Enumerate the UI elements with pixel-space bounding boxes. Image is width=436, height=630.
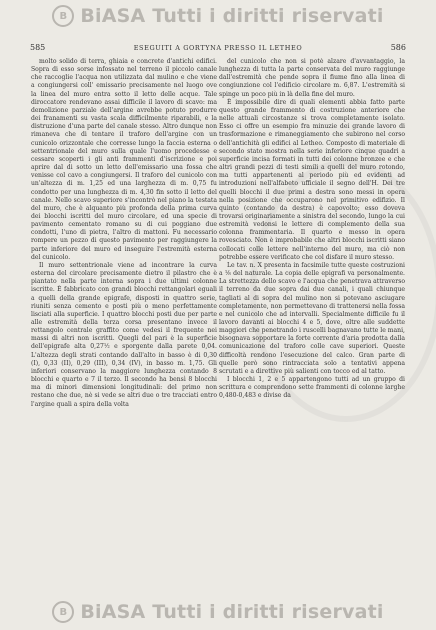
paragraph: Le tav. n. X presenta in facsimile tutte queste costruzioni a ⅛ del naturale. La copia delle epigrafi va personalmente. La strettezza dello scavo e l'acqua che penetrava attraverso il terreno da due sopra dai due canali, i quali chiunque tagliati al di sopra del mulino non si potevano asciugare completamente, non permettevano di trattenersi nella fossa e nel cunicolo che ad intervalli. Specialmente difficile fu il lavoro davanti ai blocchi 4 e 5, dove, oltre alle suddette maggiori che penetrando i ruscelli bagnavano tutte le mani, bisognava sopportare la forte corrente d'aria prodotta dalla comunicazione del traforo colle cave superiori. Queste difficoltà rendono l'esecuzione del calco. Gran parte di quelle però sono rintracciata solo a tentativi appena scrutati e a direttive più salienti con tocco ed al tatto.	[219, 261, 405, 375]
paragraph: del cunicolo che non si potè alzare d'avvantaggio, la lunghezza di tutta la parte conservata del muro raggiunge dall'estremità che pende sopra il fiume fino alla linea di congiunzione col l'edificio circolare m. 6,87. L'estremità si spinge un poco più in là della fine del muro.	[219, 58, 405, 98]
page-number-left: 585	[30, 43, 46, 52]
watermark-top	[0, 2, 436, 30]
left-column	[31, 58, 217, 588]
paragraph: molto solido di terra, ghiaia e concrete d'antichi edifici. Sopra di esso sorse infossato nel terreno il piccolo canale che raccoglie l'acqua non utilizzata dal mulino e che viene a congiungersi coll' emissario precisamente nel luogo ove la linea del muro entra sotto il letto delle acque. Tale diroccatore rendevano assai difficile il lavoro di scavo: ma demolizione parziale dell'argine avrebbe potuto produrre dei franamenti su vasta scala difficilmente riparabili, e la distruzione d'una parte del canale stesso. Altro dunque non rimaneva che di tentare il traforo dell'argine con un cunicolo orizzontale che corresse lungo la faccia esterna o settentrionale del muro sulla quale l'uomo procedesse e cessare scoperti i gli anti frammenti d'iscrizione e poi aprire dal di sotto un letto dell'emissario una fossa che venisse col cavo a congiungersi. Il traforo del cunicolo con un'altezza di m. 1,25 ed una larghezza di m. 0,75 fu condotto per una lunghezza di m. 4,30 fin sotto il letto del canale. Nello scavo superiore s'incontrò nel piano la testata del muro, che è alquanto più profonda della prima curva dei blocchi iscritti del muro circolare, ed una specie di pavimento cementato romano su di cui poggiano due condotti, l'uno di pietra, l'altro di mattoni. Fu necessario rompere un pezzo di questo pavimento per raggiungere la parte inferiore del muro ed inseguire l'estremità esterna del cunicolo.	[31, 58, 217, 261]
watermark-bottom	[0, 598, 436, 626]
page-number-right: 586	[390, 43, 406, 52]
paragraph: I blocchi 1, 2 e 5 appartengono tutti ad un gruppo di scrittura e comprendono sette frammenti di colonne larghe 0,480-0,483 e divise da	[219, 376, 405, 400]
paragraph: È impossibile dire di quali elementi abbia fatto parte questo grande frammento di costruzione anteriore che nelle attuali circostanze si trova completamente isolato. Esso ci offre un esempio fra minuzie dei grande lavoro di trasformazione e rimaneggiamento che subirono nel corso dell'antichità gli edifici al Letheo. Composto di materiale di secondo stato mostra nella serie inferiore cinque quadri a superficie incisa formati in tutti dei colonne bronzee e che altri grandi pezzi di testi simili a quelli del muro rotondo, ma tutti appartenenti al periodo più ed evidenti ad introduzioni nell'alfabeto ufficiale il segno dell'H. Dei tre quelli blocchi il due primi a destra sono messi in opera nella posizione che occuparono nel primitivo edifizio. Il quinto (contando da destra) è capovolto; esso doveva trovarsi originariamente a sinistra del secondo, lungo la cui estremità vedonsi le lettere di complemento della sua colonna frammentaria. Il quarto e messo in opera rovesciato. Non è improbabile che altri blocchi iscritti siano collocati colle lettere nell'interno del muro, ma ciò non potrebbe essere verificato che col disfare il muro stesso.	[219, 98, 405, 261]
biasa-logo-icon: B	[52, 5, 74, 27]
biasa-logo-icon: B	[52, 601, 74, 623]
running-header	[30, 43, 406, 55]
header-title: ESEGUITI A GORTYNA PRESSO IL LETHEO	[133, 44, 303, 52]
watermark-text: BiASA Tutti i diritti riservati	[80, 5, 384, 27]
watermark-text: BiASA Tutti i diritti riservati	[80, 601, 384, 623]
right-column	[219, 58, 405, 588]
paragraph: Il muro settentrionale viene ad incontrare la curva esterna del circolare precisamente dietro il pilastro che è piantato nella parte interna sopra i due ultimi colonne iscritte. È fabbricato con grandi blocchi rettangolari eguali a quelli della grande epigrafe, disposti in quattro serie, riuniti senza cemento e posti più o meno perfettamente lisciati alla superficie. I quattro blocchi posti due per parte alle estremità della terza corsa presentano invece il rettangolo centrale graffito come vedesi il frequente nei massi di altri non iscritti. Quegli del pari è la superficie dell'epigrafe alta 0,27½ e sporgente dalla parete 0,04. L'altezza degli strati contando dall'alto in basso è di 0,30 (I), 0,33 (II), 0,29 (III), 0,34 (IV), in basso m. 1,75. Gli inferiori conservano la maggiore lunghezza contando 8 blocchi e quarto e 7 il terzo. Il secondo ha bensì 8 blocchi ma di minori dimensioni longitudinali: del primo non restano che due, nè si vede se altri due o tre tracciati entro l'argine quali a spira della volta	[31, 261, 217, 408]
